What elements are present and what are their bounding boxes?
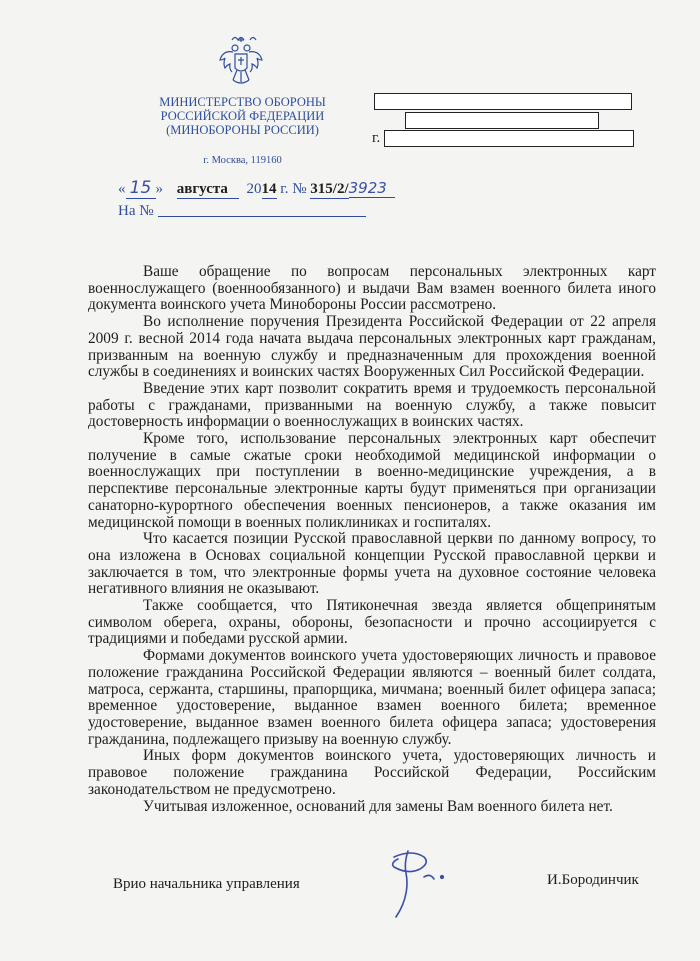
- date-day: 15: [126, 178, 156, 199]
- body-paragraph-2: Во исполнение поручения Президента Российской Федерации от 22 апреля 2009 г. весной 2014 года начата выдача персональных электронных карт гражданам, призванным на военную службу и предназначенным для прохождения военной службы в соединениях и воинских частях Вооруженных Сил Российской Федерации.: [88, 313, 656, 381]
- redacted-recipient-line-1: [374, 93, 632, 110]
- date-open-quote: «: [118, 181, 126, 197]
- number-label: №: [292, 181, 307, 197]
- signatory-position: Врио начальника управления: [113, 876, 300, 892]
- reference-label: На №: [118, 203, 154, 219]
- letter-dateline: [118, 178, 395, 199]
- body-paragraph-3: Введение этих карт позволит сократить время и трудоемкость персональной работы с гражданами, призванными на военную службу, а также повысит достоверность информации о военнослужащих в воинских частях.: [88, 379, 656, 431]
- body-paragraph-8: Иных форм документов воинского учета, удостоверяющих личность и правовое положение гражданина Российской Федерации, Российским законодательством не предусмотрено.: [88, 747, 656, 798]
- document-number: 315/2/: [310, 181, 349, 197]
- ministry-line-3: (МИНОБОРОНЫ РОССИИ): [166, 123, 319, 137]
- signatory-name: И.Бородинчик: [547, 872, 639, 888]
- date-close-quote: »: [155, 181, 163, 197]
- body-paragraph-1: Ваше обращение по вопросам персональных электронных карт военнослужащего (военнообязанного) и выдачи Вам взамен военного билета иного документа воинского учета Минобороны России рассмотрено.: [88, 263, 656, 314]
- ministry-line-2: РОССИЙСКОЙ ФЕДЕРАЦИИ: [160, 109, 325, 123]
- body-paragraph-6: Также сообщается, что Пятиконечная звезда является общепринятым символом оберега, охраны, обороны, безопасности и прочно ассоциируется с традициями и победами русской армии.: [88, 597, 656, 648]
- redacted-recipient-line-2: [405, 112, 599, 129]
- document-number-handwritten: 3923: [349, 179, 395, 198]
- date-year-label: г.: [280, 181, 289, 197]
- date-year-prefix: 20: [246, 181, 262, 197]
- russian-eagle-icon: [218, 34, 264, 88]
- recipient-city-label: г.: [372, 130, 381, 146]
- ministry-address: г. Москва, 119160: [203, 155, 282, 166]
- ministry-name: [150, 95, 335, 137]
- handwritten-signature-icon: [372, 843, 462, 921]
- letter-body: [88, 264, 656, 815]
- reference-number-line: [158, 216, 366, 217]
- body-paragraph-7: Формами документов воинского учета удостоверяющих личность и правовое положение гражданина Российской Федерации являются – военный билет солдата, матроса, сержанта, старшины, прапорщика, мичмана; военный билет офицера запаса; временное удостоверение, выданное взамен военного билета; временное удостоверение, выданное взамен военного билета офицера запаса; удостоверения гражданина, подлежащего призыву на военную службу.: [88, 647, 656, 748]
- body-paragraph-5: Что касается позиции Русской православной церкви по данному вопросу, то она изложена в Основах социальной концепции Русской православной церкви и заключается в том, что электронные формы учета на духовное состояние человека негативного влияния не оказывают.: [88, 530, 656, 598]
- date-year-suffix: 14: [261, 181, 277, 197]
- redacted-recipient-line-3: [384, 130, 634, 147]
- ministry-line-1: МИНИСТЕРСТВО ОБОРОНЫ: [159, 95, 326, 109]
- body-paragraph-4: Кроме того, использование персональных электронных карт обеспечит получение в самые сжатые сроки необходимой медицинской информации о военнослужащих при поступлении в военно-медицинские учреждения, а в перспективе персональные электронные карты будут применяться при организации санаторно-курортного обеспечения военных пенсионеров, а также оказания им медицинской помощи в военных поликлиниках и госпиталях.: [88, 430, 656, 531]
- date-month: августа: [177, 181, 239, 199]
- body-paragraph-9: Учитывая изложенное, оснований для замены Вам военного билета нет.: [143, 797, 613, 815]
